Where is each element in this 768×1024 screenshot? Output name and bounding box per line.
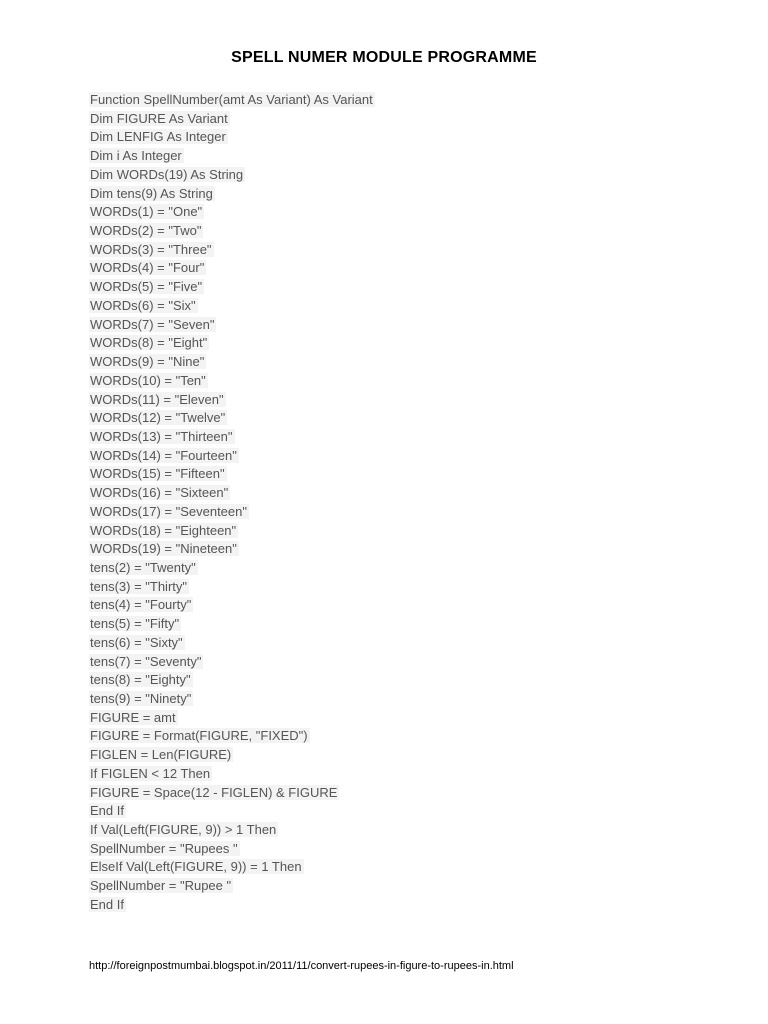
code-line-text: WORDs(14) = "Fourteen" [90, 447, 237, 463]
code-line [89, 559, 375, 578]
code-line-text: WORDs(2) = "Two" [90, 223, 202, 239]
code-line [89, 278, 375, 297]
code-line-text: Dim i As Integer [90, 148, 182, 164]
code-line [89, 653, 375, 672]
document-title: SPELL NUMER MODULE PROGRAMME [231, 49, 537, 66]
code-line-text: If Val(Left(FIGURE, 9)) > 1 Then [90, 822, 277, 838]
code-line [89, 222, 375, 241]
code-line-text: tens(6) = "Sixty" [90, 634, 183, 650]
code-line [89, 522, 375, 541]
code-line-text: FIGLEN = Len(FIGURE) [90, 747, 232, 763]
code-line [89, 147, 375, 166]
code-line-text: WORDs(8) = "Eight" [90, 335, 208, 351]
code-line-text: Dim WORDs(19) As String [90, 166, 244, 182]
code-line-text: FIGURE = amt [90, 709, 176, 725]
code-line [89, 858, 375, 877]
code-line [89, 709, 375, 728]
code-line-text: If FIGLEN < 12 Then [90, 765, 211, 781]
code-line [89, 166, 375, 185]
code-line [89, 465, 375, 484]
code-line-text: Dim FIGURE As Variant [90, 110, 228, 126]
code-line [89, 634, 375, 653]
code-line-text: ElseIf Val(Left(FIGURE, 9)) = 1 Then [90, 859, 302, 875]
code-line-text: WORDs(10) = "Ten" [90, 372, 206, 388]
code-line-text: Dim LENFIG As Integer [90, 129, 226, 145]
code-line [89, 540, 375, 559]
code-line [89, 727, 375, 746]
code-line-text: WORDs(9) = "Nine" [90, 354, 205, 370]
code-line-text: Function SpellNumber(amt As Variant) As Variant [90, 92, 373, 107]
code-listing [89, 91, 375, 915]
code-line-text: FIGURE = Format(FIGURE, "FIXED") [90, 728, 308, 744]
code-line [89, 316, 375, 335]
code-line [89, 503, 375, 522]
code-line-text: WORDs(18) = "Eighteen" [90, 522, 237, 538]
code-line [89, 765, 375, 784]
code-line-text: WORDs(3) = "Three" [90, 241, 212, 257]
code-line [89, 203, 375, 222]
code-line-text: tens(7) = "Seventy" [90, 653, 202, 669]
code-line-text: WORDs(6) = "Six" [90, 297, 196, 313]
code-line-text: tens(3) = "Thirty" [90, 578, 188, 594]
code-line [89, 259, 375, 278]
code-line [89, 428, 375, 447]
code-line-text: WORDs(1) = "One" [90, 204, 203, 220]
code-line-text: WORDs(12) = "Twelve" [90, 410, 226, 426]
code-line [89, 391, 375, 410]
code-line-text: WORDs(19) = "Nineteen" [90, 541, 237, 557]
code-line [89, 128, 375, 147]
code-line-text: WORDs(11) = "Eleven" [90, 391, 224, 407]
code-line [89, 615, 375, 634]
code-line [89, 690, 375, 709]
code-line [89, 447, 375, 466]
code-line [89, 896, 375, 915]
code-line [89, 802, 375, 821]
code-line-text: tens(9) = "Ninety" [90, 691, 192, 706]
code-line-text: WORDs(17) = "Seventeen" [90, 503, 247, 519]
code-line [89, 334, 375, 353]
code-line-text: End If [90, 803, 124, 819]
code-line-text: WORDs(15) = "Fifteen" [90, 466, 225, 482]
code-line [89, 821, 375, 840]
code-line [89, 241, 375, 260]
code-line-text: Dim tens(9) As String [90, 185, 213, 201]
code-line [89, 578, 375, 597]
code-line [89, 746, 375, 765]
code-line-text: tens(2) = "Twenty" [90, 559, 196, 575]
code-line [89, 185, 375, 204]
code-line-text: tens(4) = "Fourty" [90, 597, 192, 613]
code-line-text: WORDs(4) = "Four" [90, 260, 205, 276]
code-line [89, 840, 375, 859]
code-line-text: WORDs(16) = "Sixteen" [90, 485, 229, 501]
code-line [89, 671, 375, 690]
code-line-text: tens(5) = "Fifty" [90, 616, 180, 632]
code-line-text: tens(8) = "Eighty" [90, 672, 191, 688]
code-line [89, 110, 375, 129]
code-line [89, 596, 375, 615]
code-line [89, 353, 375, 372]
code-line [89, 91, 375, 110]
code-line-text: WORDs(13) = "Thirteen" [90, 428, 233, 444]
code-line-text: WORDs(5) = "Five" [90, 279, 203, 295]
code-line [89, 877, 375, 896]
code-line-text: SpellNumber = "Rupee " [90, 878, 232, 894]
code-line [89, 297, 375, 316]
source-url[interactable]: http://foreignpostmumbai.blogspot.in/2011/11/convert-rupees-in-figure-to-rupees-in.html [89, 960, 514, 972]
code-line [89, 372, 375, 391]
code-line-text: FIGURE = Space(12 - FIGLEN) & FIGURE [90, 784, 338, 800]
code-line-text: WORDs(7) = "Seven" [90, 316, 215, 332]
code-line [89, 409, 375, 428]
code-line-text: SpellNumber = "Rupees " [90, 840, 238, 856]
code-line [89, 784, 375, 803]
code-line [89, 484, 375, 503]
code-line-text: End If [90, 896, 124, 912]
